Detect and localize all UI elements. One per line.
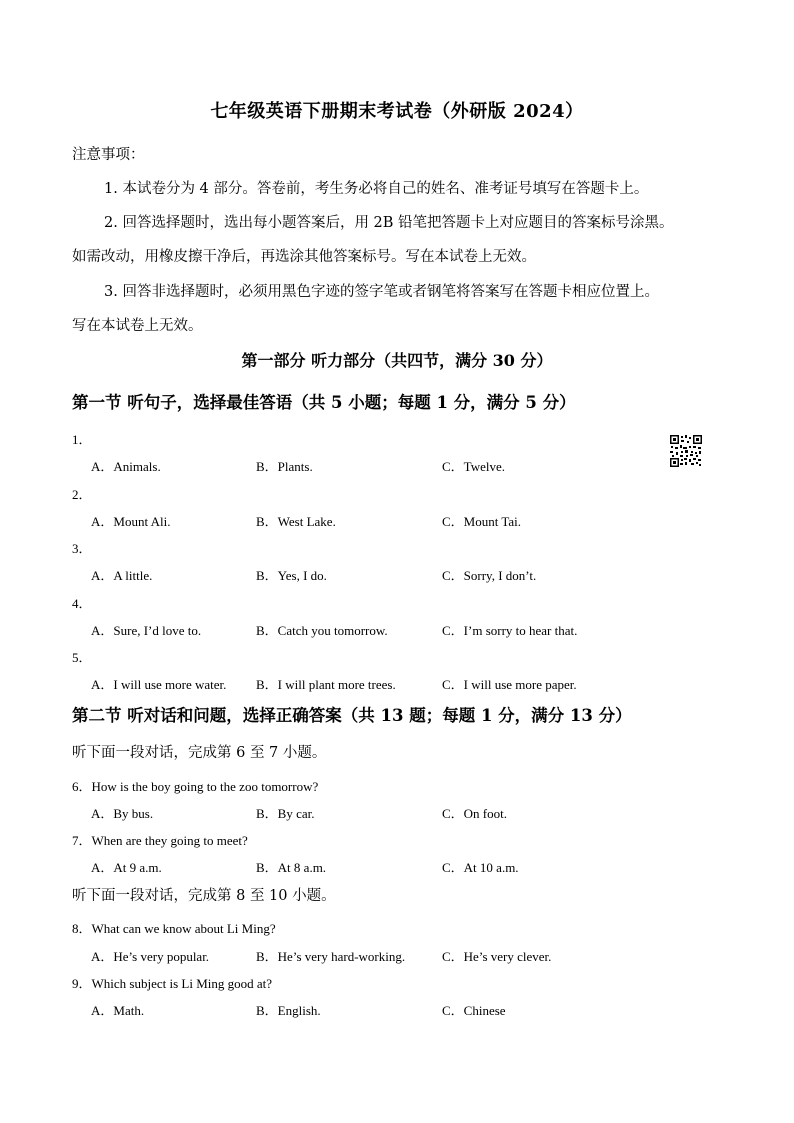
notes-heading: 注意事项： bbox=[72, 147, 145, 163]
page-title: 七年级英语下册期末考试卷（外研版 2024） bbox=[210, 101, 584, 122]
note-1: 1. 本试卷分为 4 部分。答卷前，考生务必将自己的姓名、准考证号填写在答题卡上。 bbox=[104, 181, 649, 197]
option-c: C．Sorry, I don’t. bbox=[442, 568, 537, 583]
note-2: 2. 回答选择题时，选出每小题答案后，用 2B 铅笔把答题卡上对应题目的答案标号涂黑。 bbox=[104, 215, 674, 231]
question-number: 1． bbox=[72, 432, 92, 447]
option-b: B．By car. bbox=[256, 806, 315, 821]
option-b: B．English. bbox=[256, 1003, 321, 1018]
option-a: A．By bus. bbox=[91, 806, 154, 821]
question-text: 8．What can we know about Li Ming? bbox=[72, 921, 276, 936]
option-b: B．Yes, I do. bbox=[256, 568, 327, 583]
option-b: B．Plants. bbox=[256, 459, 313, 474]
option-a: A．Math. bbox=[91, 1003, 145, 1018]
option-b: B．Catch you tomorrow. bbox=[256, 623, 388, 638]
qr-code-icon bbox=[669, 434, 703, 468]
dialogue-intro: 听下面一段对话，完成第 8 至 10 小题。 bbox=[72, 888, 336, 904]
option-c: C．On foot. bbox=[442, 806, 508, 821]
option-b: B．I will plant more trees. bbox=[256, 677, 396, 692]
option-c: C．I’m sorry to hear that. bbox=[442, 623, 578, 638]
option-a: A．A little. bbox=[91, 568, 153, 583]
question-text: 6．How is the boy going to the zoo tomorrow? bbox=[72, 779, 319, 794]
question-text: 9．Which subject is Li Ming good at? bbox=[72, 976, 273, 991]
note-3-cont: 写在本试卷上无效。 bbox=[72, 318, 203, 334]
note-3: 3. 回答非选择题时，必须用黑色字迹的签字笔或者钢笔将答案写在答题卡相应位置上。 bbox=[104, 284, 659, 300]
option-a: A．Mount Ali. bbox=[91, 514, 171, 529]
option-b: B．He’s very hard-working. bbox=[256, 949, 406, 964]
option-b: B．At 8 a.m. bbox=[256, 860, 327, 875]
option-c: C．Mount Tai. bbox=[442, 514, 522, 529]
option-a: A．He’s very popular. bbox=[91, 949, 210, 964]
question-number: 5． bbox=[72, 650, 92, 665]
dialogue-intro: 听下面一段对话，完成第 6 至 7 小题。 bbox=[72, 745, 327, 761]
option-a: A．I will use more water. bbox=[91, 677, 227, 692]
question-text: 7．When are they going to meet? bbox=[72, 833, 248, 848]
option-c: C．At 10 a.m. bbox=[442, 860, 519, 875]
question-number: 2． bbox=[72, 487, 92, 502]
option-c: C．He’s very clever. bbox=[442, 949, 552, 964]
section2-heading: 第二节 听对话和问题，选择正确答案（共 13 题；每题 1 分，满分 13 分） bbox=[72, 706, 632, 725]
question-number: 4． bbox=[72, 596, 92, 611]
option-c: C．Twelve. bbox=[442, 459, 505, 474]
question-number: 3． bbox=[72, 541, 92, 556]
option-a: A．Sure, I’d love to. bbox=[91, 623, 202, 638]
option-a: A．At 9 a.m. bbox=[91, 860, 162, 875]
part1-heading: 第一部分 听力部分（共四节，满分 30 分） bbox=[241, 351, 553, 370]
note-2-cont: 如需改动，用橡皮擦干净后，再选涂其他答案标号。写在本试卷上无效。 bbox=[72, 249, 536, 265]
option-c: C．Chinese bbox=[442, 1003, 506, 1018]
section1-heading: 第一节 听句子，选择最佳答语（共 5 小题；每题 1 分，满分 5 分） bbox=[72, 393, 576, 412]
option-c: C．I will use more paper. bbox=[442, 677, 577, 692]
option-a: A．Animals. bbox=[91, 459, 161, 474]
option-b: B．West Lake. bbox=[256, 514, 336, 529]
